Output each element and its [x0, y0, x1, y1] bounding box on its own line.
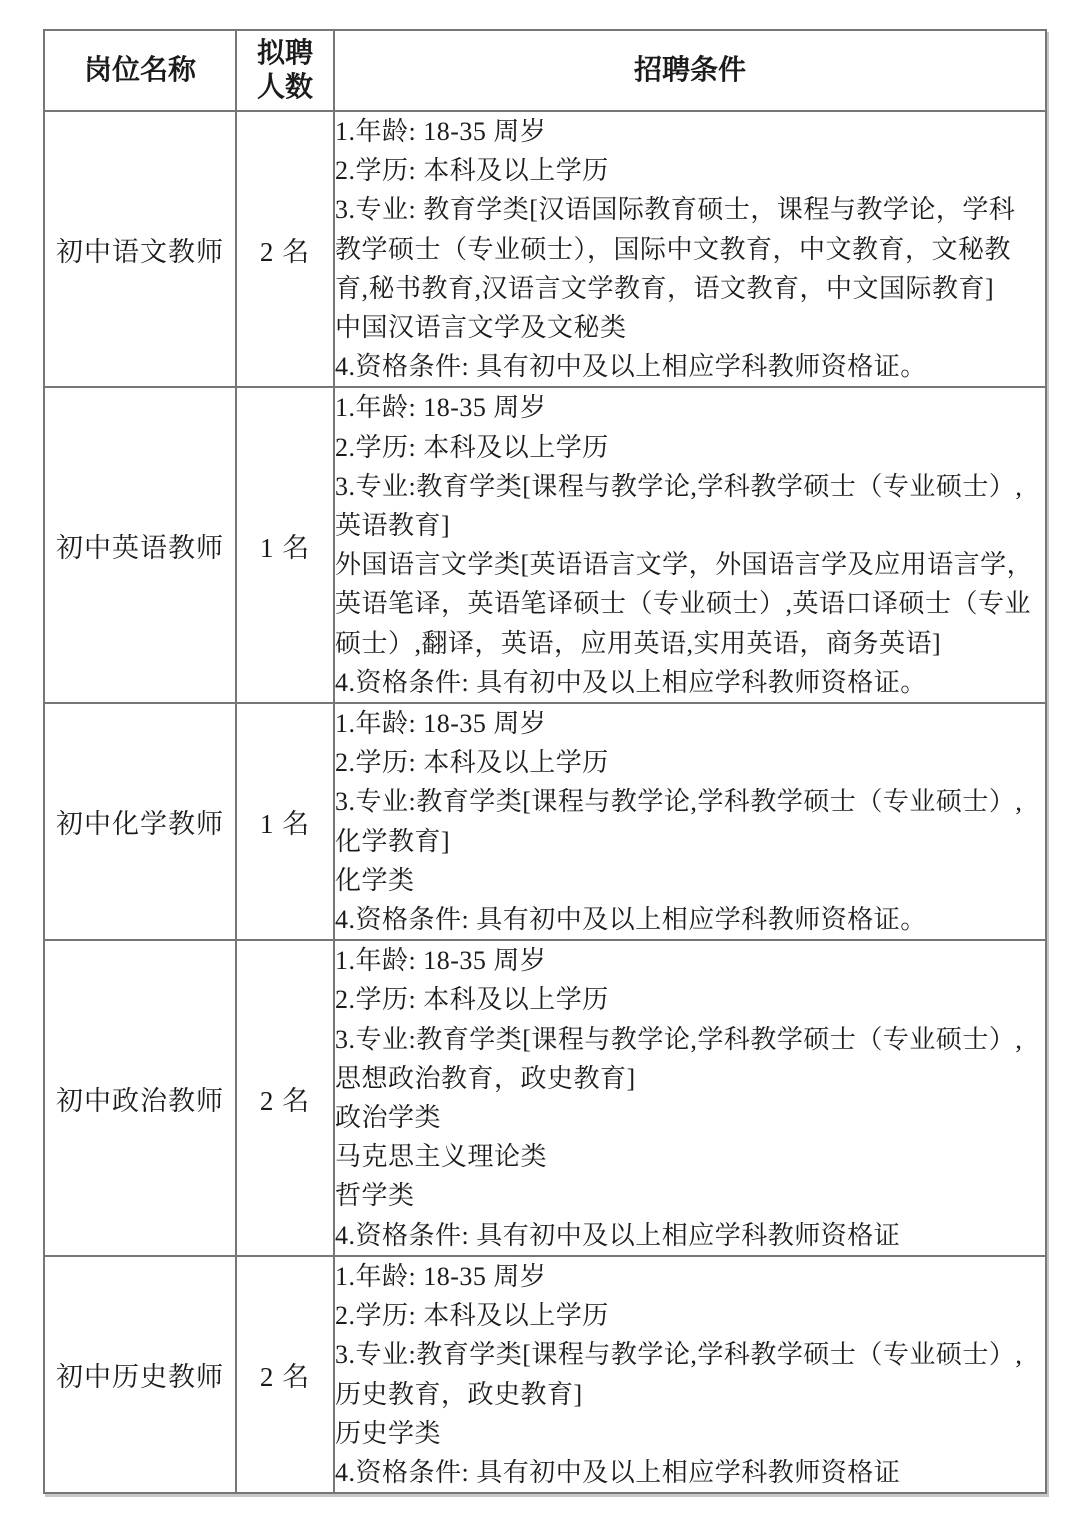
conditions-cell [334, 387, 1046, 703]
condition-line: 1.年龄: 18-35 周岁 [335, 117, 547, 146]
conditions-cell [334, 111, 1046, 387]
hire-count: 2 名 [236, 111, 334, 387]
header-position [44, 30, 236, 111]
condition-line: 中国汉语言文学及文秘类 [335, 313, 627, 343]
condition-line: 教学硕士（专业硕士），国际中文教育，中文教育，文秘教 [335, 234, 1012, 264]
condition-line: 1.年龄: 18-35 周岁 [335, 946, 547, 976]
position-name: 初中英语教师 [44, 387, 236, 703]
condition-line: 3.专业:教育学类[课程与教学论,学科教学硕士（专业硕士）, [335, 1024, 1023, 1054]
conditions-cell [334, 940, 1046, 1256]
condition-line: 4.资格条件: 具有初中及以上相应学科教师资格证 [335, 1457, 901, 1487]
header-conditions [334, 30, 1046, 111]
hire-count: 1 名 [236, 387, 334, 703]
conditions-cell [334, 703, 1046, 940]
header-row [44, 30, 1046, 111]
header-position-label: 岗位名称 [83, 54, 196, 86]
condition-line: 4.资格条件: 具有初中及以上相应学科教师资格证。 [335, 667, 927, 697]
hire-count: 2 名 [236, 1256, 334, 1493]
condition-line: 2.学历: 本科及以上学历 [335, 985, 609, 1015]
condition-line: 2.学历: 本科及以上学历 [335, 1301, 609, 1331]
condition-line: 1.年龄: 18-35 周岁 [335, 1261, 547, 1291]
position-name: 初中政治教师 [44, 940, 236, 1256]
condition-line: 3.专业:教育学类[课程与教学论,学科教学硕士（专业硕士）, [335, 787, 1023, 817]
conditions-cell [334, 1256, 1046, 1493]
condition-line: 化学教育] [335, 826, 451, 856]
header-conditions-label: 招聘条件 [633, 54, 746, 86]
condition-line: 2.学历: 本科及以上学历 [335, 432, 609, 462]
recruitment-table [43, 29, 1047, 1494]
condition-line: 马克思主义理论类 [335, 1142, 548, 1172]
condition-line: 4.资格条件: 具有初中及以上相应学科教师资格证。 [335, 905, 927, 935]
hire-count: 1 名 [236, 703, 334, 940]
condition-line: 4.资格条件: 具有初中及以上相应学科教师资格证。 [335, 352, 927, 382]
condition-line: 英语笔译，英语笔译硕士（专业硕士）,英语口译硕士（专业 [335, 589, 1032, 619]
hire-count: 2 名 [236, 940, 334, 1256]
position-name: 初中历史教师 [44, 1256, 236, 1493]
condition-line: 化学类 [335, 865, 415, 895]
condition-line: 思想政治教育，政史教育] [335, 1063, 636, 1093]
condition-line: 外国语言文学类[英语语言文学，外国语言学及应用语言学， [335, 550, 1034, 580]
condition-line: 英语教育] [335, 511, 451, 541]
position-name: 初中语文教师 [44, 111, 236, 387]
condition-line: 历史教育，政史教育] [335, 1379, 583, 1409]
position-name: 初中化学教师 [44, 703, 236, 940]
table-row [44, 387, 1046, 703]
condition-line: 3.专业:教育学类[课程与教学论,学科教学硕士（专业硕士）, [335, 471, 1023, 501]
condition-line: 3.专业:教育学类[课程与教学论,学科教学硕士（专业硕士）, [335, 1340, 1023, 1370]
table-row [44, 1256, 1046, 1493]
condition-line: 3.专业: 教育学类[汉语国际教育硕士，课程与教学论，学科 [335, 195, 1016, 225]
condition-line: 2.学历: 本科及以上学历 [335, 748, 609, 778]
condition-line: 育,秘书教育,汉语言文学教育，语文教育，中文国际教育] [335, 273, 995, 303]
table-row [44, 111, 1046, 387]
condition-line: 政治学类 [335, 1103, 442, 1133]
header-count-line1: 拟聘 [256, 37, 313, 69]
table-row [44, 703, 1046, 940]
condition-line: 历史学类 [335, 1418, 442, 1448]
condition-line: 1.年龄: 18-35 周岁 [335, 709, 547, 739]
header-count-line2: 人数 [256, 71, 313, 103]
condition-line: 4.资格条件: 具有初中及以上相应学科教师资格证 [335, 1220, 901, 1250]
condition-line: 2.学历: 本科及以上学历 [335, 156, 609, 186]
condition-line: 1.年龄: 18-35 周岁 [335, 393, 547, 423]
header-count [236, 30, 334, 111]
condition-line: 硕士）,翻译，英语，应用英语,实用英语，商务英语] [335, 628, 942, 658]
table-row [44, 940, 1046, 1256]
condition-line: 哲学类 [335, 1181, 415, 1211]
